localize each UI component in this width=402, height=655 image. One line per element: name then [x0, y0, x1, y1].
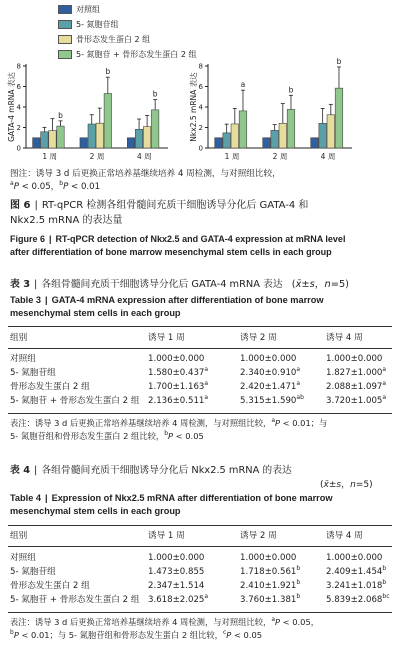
table-header-cell: 诱导 1 周	[148, 333, 185, 343]
table4-title-en: Table 4 | Expression of Nkx2.5 mRNA after differentiation of bone marrow mesenchymal stem cells in each group	[10, 493, 333, 516]
x-tick-label: 2 周	[89, 152, 105, 160]
figure-caption-cn-line1: RT-qPCR 检测各组骨髓间充质干细胞诱导分化后 GATA-4 和	[41, 200, 309, 211]
table4-title-en-line1: Expression of Nkx2.5 mRNA after differentiation of bone marrow	[51, 493, 333, 503]
bar	[96, 123, 103, 148]
table-cell-week1: 1.000±0.000	[148, 354, 205, 364]
table3-note	[10, 417, 327, 443]
bar	[88, 124, 95, 148]
table-header-cell: 诱导 1 周	[148, 531, 185, 541]
table-cell-week2: 3.760±1.381$^b$	[240, 593, 301, 605]
table-cell-week2: 2.410±1.921$^b$	[240, 579, 301, 591]
table-header-cell: 诱导 4 周	[326, 333, 363, 343]
bar	[80, 138, 87, 148]
table-cell-week4: 3.241±1.018$^b$	[326, 579, 387, 591]
table4-mid-rule	[8, 546, 392, 547]
table3-label: 表 3	[10, 279, 31, 290]
table4-bottom-rule	[8, 612, 392, 613]
figure-label-cn: 图 6	[10, 200, 31, 211]
table3-label-en: Table 3	[10, 295, 41, 305]
y-tick-label: 8	[16, 62, 21, 71]
table-cell-week4: 5.839±2.068$^{bc}$	[326, 593, 390, 605]
x-tick-label: 2 周	[272, 152, 288, 160]
legend-label: 5- 氮胞苷组	[76, 19, 119, 29]
table-header-cell: 诱导 4 周	[326, 531, 363, 541]
figure-caption-cn: 图 6 | RT-qPCR 检测各组骨髓间充质干细胞诱导分化后 GATA-4 和 Nkx2.5 mRNA 的表达量	[10, 200, 309, 226]
bar	[279, 123, 287, 148]
table4-label: 表 4	[10, 465, 31, 476]
table-cell-week1: 1.700±1.163$^a$	[148, 380, 209, 392]
table-header-cell: 诱导 2 周	[240, 333, 277, 343]
table4-title-cn: 表 4 | 各组骨髓间充质干细胞诱导分化后 Nkx2.5 mRNA 的表达	[10, 465, 292, 476]
significance-label: b	[288, 85, 294, 95]
figure-note-line2: $^a$P < 0.05，$^b$P < 0.01	[10, 180, 101, 192]
table3-stat: (x̄±s，n=5)	[291, 279, 349, 290]
bar	[223, 133, 231, 148]
table3-title-cn: 表 3 | 各组骨髓间充质干细胞诱导分化后 GATA-4 mRNA 表达 (x̄±s，n=5)	[10, 279, 349, 290]
table-cell-week2: 1.000±0.000	[240, 354, 297, 364]
table-cell-week1: 1.000±0.000	[148, 553, 205, 563]
table4-note-line1: 表注：诱导 3 d 后更换正常培养基继续培养 4 周检测，与对照组比较，$^a$P < 0.05，	[10, 616, 320, 627]
bar	[127, 138, 134, 148]
table-cell-week1: 2.136±0.511$^a$	[148, 394, 209, 406]
x-tick-label: 4 周	[137, 152, 152, 160]
significance-label: b	[105, 67, 111, 77]
y-tick-label: 4	[198, 103, 203, 112]
table4-title-en-line2: mesenchymal stem cells in each group	[10, 506, 181, 516]
table-cell-week1: 1.473±0.855	[148, 567, 205, 577]
table3-title-en-line2: mesenchymal stem cells in each group	[10, 308, 181, 318]
table-cell-group: 对照组	[10, 354, 36, 364]
bar	[104, 94, 111, 148]
table4-header-row	[0, 530, 402, 543]
bar	[135, 129, 142, 148]
table3-title-en: Table 3 | GATA-4 mRNA expression after differentiation of bone marrow mesenchymal stem cells in each group	[10, 295, 324, 318]
significance-label: b	[152, 89, 158, 99]
table3-note-line1: 表注：诱导 3 d 后更换正常培养基继续培养 4 周检测，与对照组比较，$^a$P < 0.01；与	[10, 417, 328, 428]
table4-stat: (x̄±s，n=5)	[320, 480, 373, 490]
table-cell-week4: 2.088±1.097$^a$	[326, 380, 387, 392]
y-tick-label: 4	[16, 103, 21, 112]
table-cell-week2: 1.718±0.561$^b$	[240, 565, 301, 577]
figure-caption-cn-line2: Nkx2.5 mRNA 的表达量	[10, 215, 123, 226]
table-cell-week4: 1.000±0.000	[326, 553, 383, 563]
table-header-cell: 诱导 2 周	[240, 531, 277, 541]
table-header-cell: 组别	[10, 531, 28, 541]
legend-label: 对照组	[76, 4, 100, 14]
table-cell-week4: 1.827±1.000$^a$	[326, 366, 387, 378]
table-cell-week2: 5.315±1.590$^{ab}$	[240, 394, 304, 406]
bar	[231, 124, 239, 148]
table-cell-week4: 1.000±0.000	[326, 354, 383, 364]
table-cell-week4: 2.409±1.454$^b$	[326, 565, 387, 577]
table-cell-group: 5- 氮胞苷 + 骨形态发生蛋白 2 组	[10, 595, 140, 605]
table4-title-text: 各组骨髓间充质干细胞诱导分化后 Nkx2.5 mRNA 的表达	[41, 465, 292, 476]
y-tick-label: 2	[16, 124, 21, 132]
bar	[215, 138, 223, 148]
y-tick-label: 0	[16, 144, 21, 153]
table3-title-en-line1: GATA-4 mRNA expression after differentiation of bone marrow	[51, 295, 324, 305]
table3-header-row	[0, 332, 402, 345]
bar	[57, 126, 64, 148]
table-cell-week1: 3.618±2.025$^a$	[148, 593, 209, 605]
table4-note-line2: $^b$P < 0.01；与 5- 氮胞苷组和骨形态发生蛋白 2 组比较，$^c$P < 0.05	[10, 629, 263, 640]
table4-label-en: Table 4	[10, 493, 41, 503]
table-cell-group: 对照组	[10, 553, 36, 563]
y-tick-label: 0	[198, 144, 203, 153]
table3-note-line2: 5- 氮胞苷组和骨形态发生蛋白 2 组比较，$^b$P < 0.05	[10, 430, 204, 441]
bar	[41, 132, 48, 148]
table-cell-week2: 1.000±0.000	[240, 553, 297, 563]
figure-caption-en-line2: after differentiation of bone marrow mesenchymal stem cells in each group	[10, 247, 332, 257]
figure-caption-en-line1: RT-qPCR detection of Nkx2.5 and GATA-4 expression at mRNA level	[55, 234, 346, 244]
figure-label-en: Figure 6	[10, 234, 46, 244]
table-cell-group: 5- 氮胞苷组	[10, 567, 56, 577]
table3-bottom-rule	[8, 413, 392, 414]
table-cell-week1: 1.580±0.437$^a$	[148, 366, 209, 378]
x-tick-label: 1 周	[224, 152, 240, 160]
y-tick-label: 6	[198, 83, 203, 91]
table-cell-week2: 2.420±1.471$^a$	[240, 380, 301, 392]
bar	[33, 138, 40, 148]
bar	[143, 127, 150, 148]
legend-label: 骨形态发生蛋白 2 组	[76, 34, 151, 44]
bar	[335, 88, 343, 148]
significance-label: b	[58, 110, 63, 120]
table-cell-group: 骨形态发生蛋白 2 组	[10, 581, 90, 591]
bar	[49, 131, 56, 148]
bar	[263, 138, 271, 148]
y-axis-label: GATA-4 mRNA 表达	[7, 72, 16, 142]
bar	[239, 111, 247, 148]
table-cell-week1: 2.347±1.514	[148, 581, 205, 591]
bar	[311, 138, 319, 148]
significance-label: b	[336, 56, 342, 66]
bar	[327, 115, 335, 148]
table3-mid-rule	[8, 348, 392, 349]
y-tick-label: 6	[16, 83, 21, 91]
figure-note	[10, 168, 281, 194]
y-axis-label: Nkx2.5 mRNA 表达	[189, 72, 198, 142]
figure-caption-en: Figure 6 | RT-qPCR detection of Nkx2.5 and GATA-4 expression at mRNA level after differentiation of bone marrow mesenchymal stem cells in each group	[10, 234, 346, 257]
significance-label: a	[240, 80, 246, 90]
bar	[151, 110, 158, 148]
y-tick-label: 2	[198, 124, 203, 132]
bar-charts	[0, 0, 402, 160]
figure-note-line1: 图注：诱导 3 d 后更换正常培养基继续培养 4 周检测，与对照组比较，	[10, 169, 281, 179]
x-tick-label: 4 周	[320, 152, 336, 160]
bar	[319, 123, 327, 148]
table-header-cell: 组别	[10, 333, 28, 343]
table-cell-group: 5- 氮胞苷 + 骨形态发生蛋白 2 组	[10, 396, 140, 406]
x-tick-label: 1 周	[42, 152, 57, 160]
table4-top-rule	[8, 525, 392, 526]
y-tick-label: 8	[198, 62, 203, 71]
table-cell-group: 骨形态发生蛋白 2 组	[10, 382, 90, 392]
bar	[271, 130, 279, 148]
bar	[287, 109, 295, 148]
table3-title-text: 各组骨髓间充质干细胞诱导分化后 GATA-4 mRNA 表达	[41, 279, 283, 290]
legend-label: 5- 氮胞苷 + 骨形态发生蛋白 2 组	[76, 49, 197, 59]
table3-top-rule	[8, 326, 392, 327]
table-cell-group: 5- 氮胞苷组	[10, 368, 56, 378]
table-cell-week4: 3.720±1.005$^a$	[326, 394, 387, 406]
table4-note	[10, 616, 319, 642]
table-cell-week2: 2.340±0.910$^a$	[240, 366, 301, 378]
